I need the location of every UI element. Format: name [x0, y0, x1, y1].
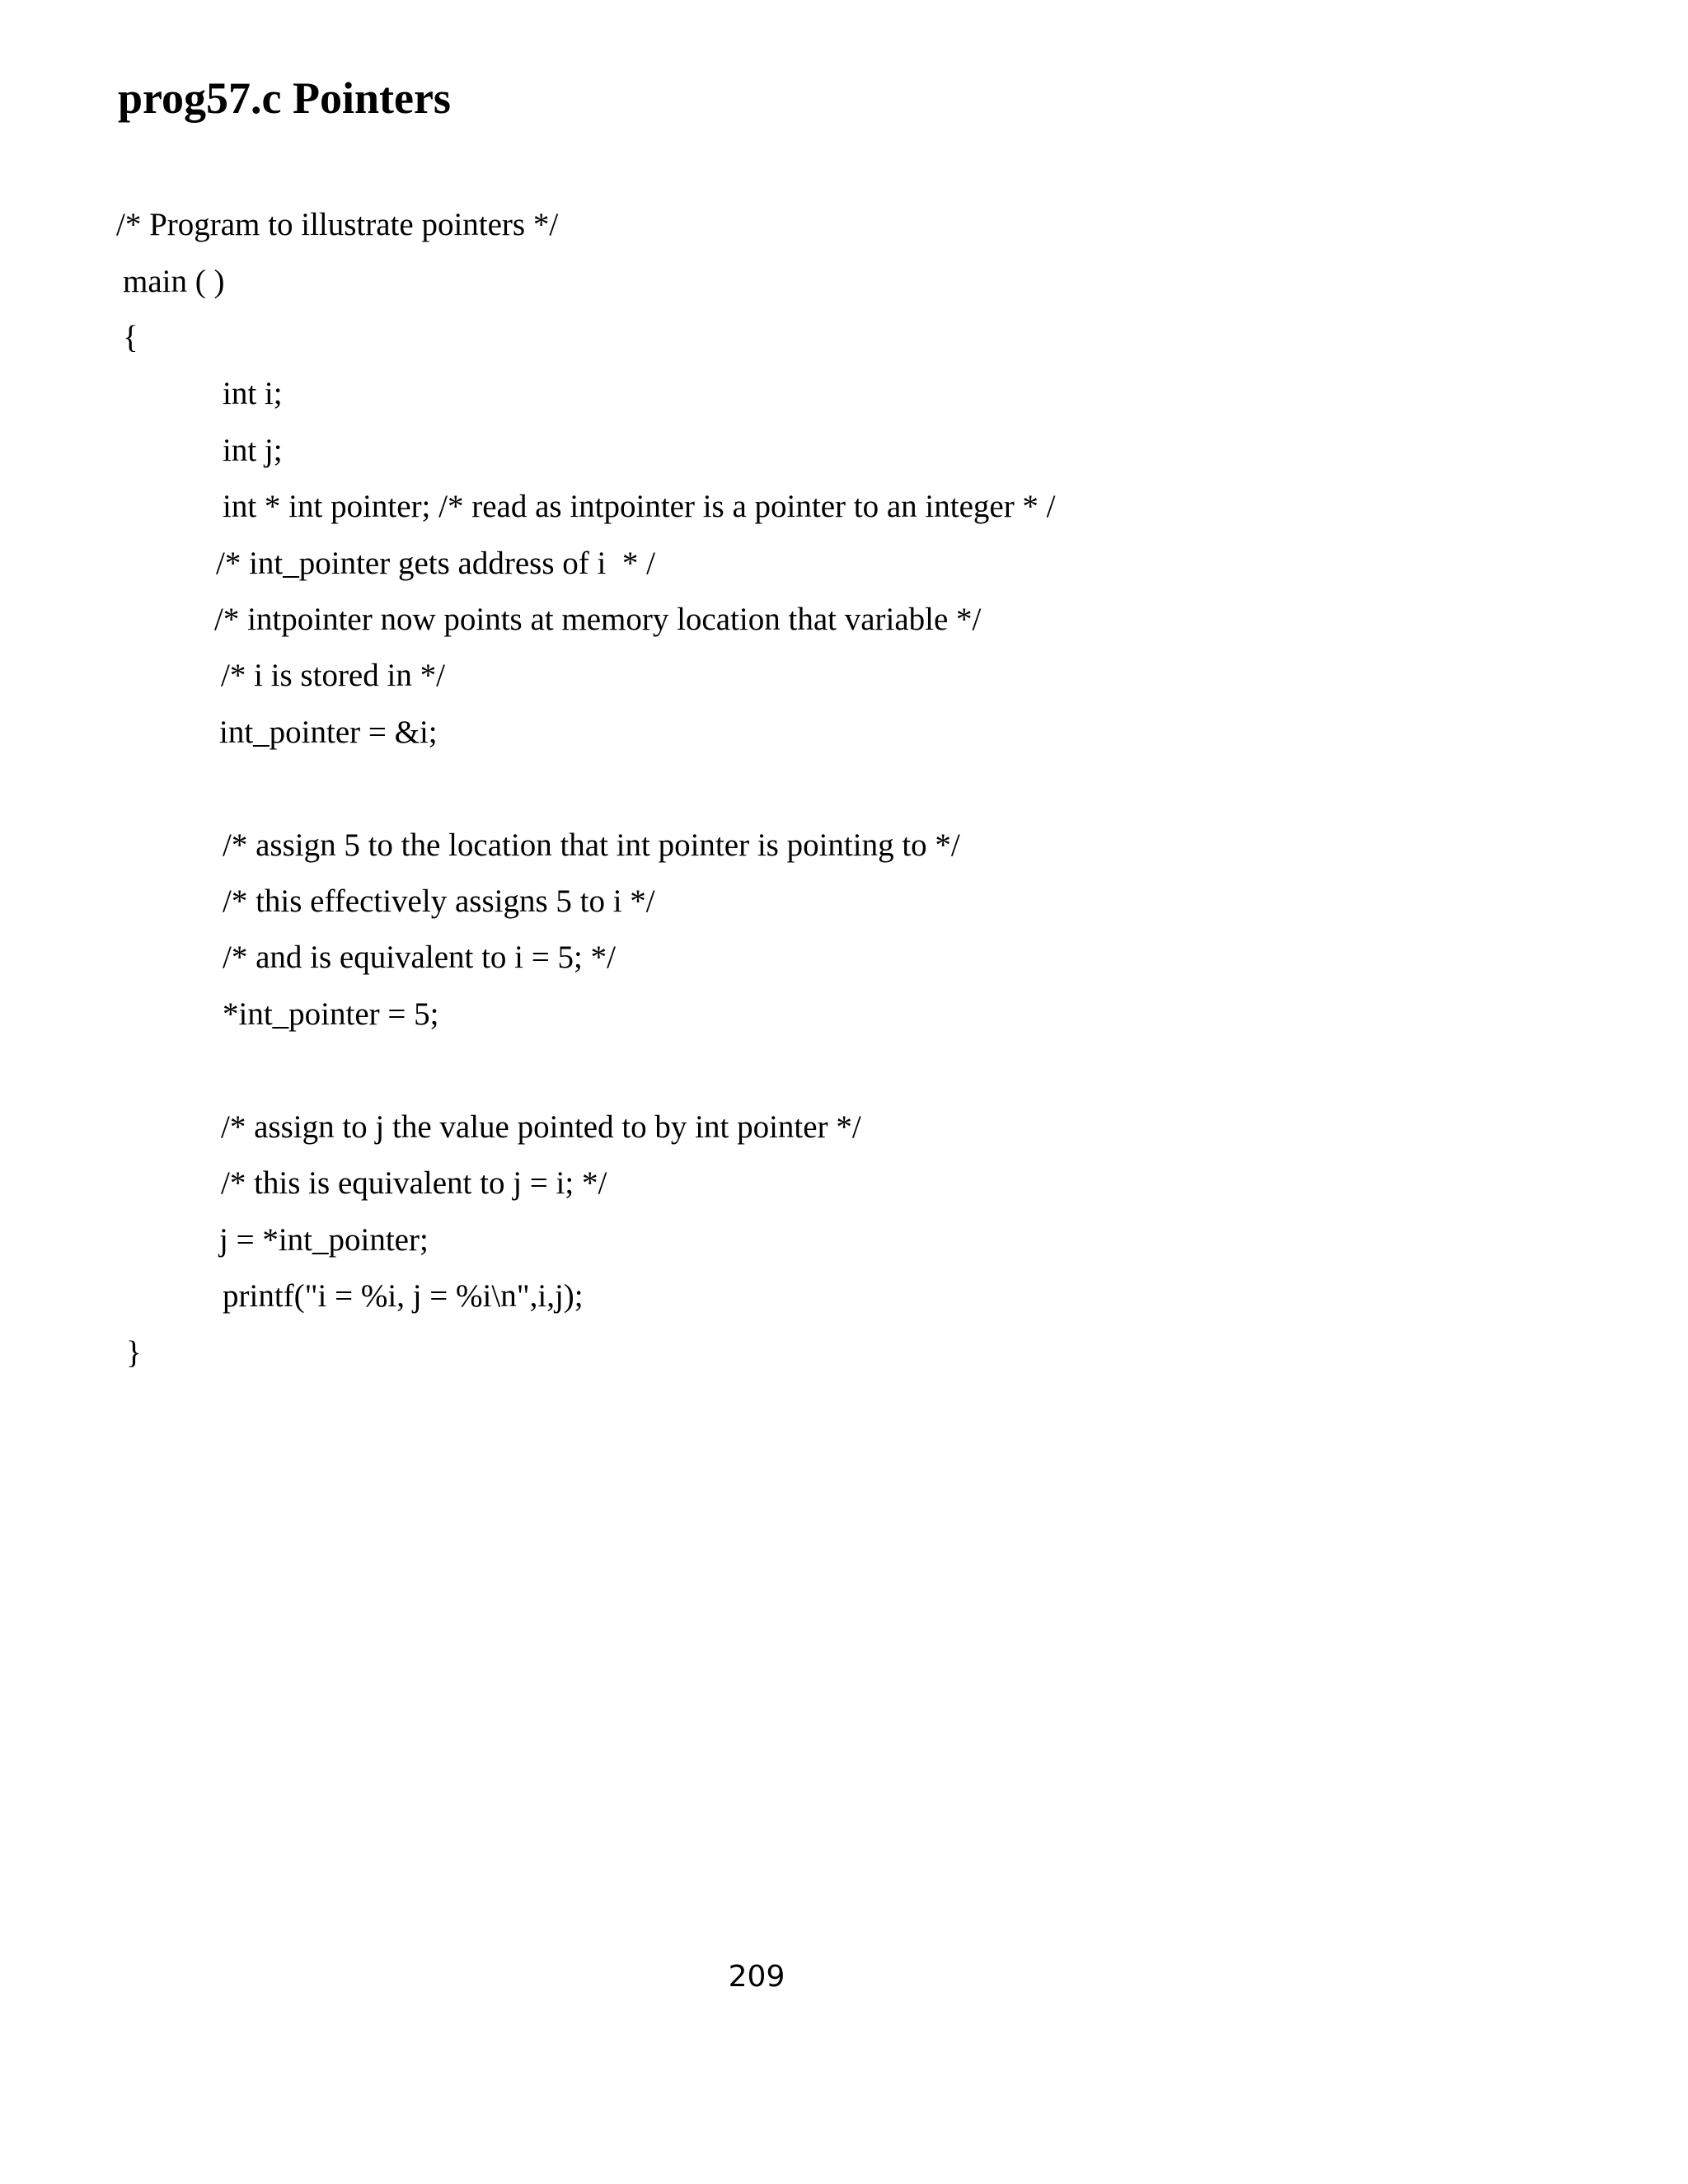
code-line-comment-points-at: /* intpointer now points at memory location that variable */: [214, 602, 982, 637]
code-line-comment-program: /* Program to illustrate pointers */: [116, 207, 559, 242]
page-title: prog57.c Pointers: [118, 73, 451, 123]
code-line-assign-address: int_pointer = &i;: [219, 715, 438, 750]
code-line-comment-assign-j: /* assign to j the value pointed to by int pointer */: [221, 1109, 861, 1145]
code-line-comment-equivalent-i: /* and is equivalent to i = 5; */: [223, 940, 616, 975]
code-line-comment-assign-5: /* assign 5 to the location that int pointer is pointing to */: [223, 827, 960, 863]
page-number: 209: [728, 1960, 785, 1994]
code-line-open-brace: {: [123, 320, 138, 355]
code-line-main: main ( ): [123, 264, 225, 299]
code-line-assign-j: j = *int_pointer;: [219, 1222, 429, 1258]
code-line-decl-pointer: int * int pointer; /* read as intpointer is a pointer to an integer * /: [223, 489, 1056, 524]
code-line-printf: printf("i = %i, j = %i\n",i,j);: [223, 1278, 584, 1314]
code-line-comment-gets-address: /* int_pointer gets address of i * /: [216, 546, 655, 581]
code-line-comment-equivalent-j: /* this is equivalent to j = i; */: [221, 1165, 607, 1201]
code-line-close-brace: }: [126, 1335, 142, 1371]
code-line-decl-i: int i;: [223, 376, 283, 411]
code-line-comment-stored-in: /* i is stored in */: [221, 658, 445, 693]
code-line-decl-j: int j;: [223, 433, 283, 468]
code-line-deref-assign: *int_pointer = 5;: [223, 996, 439, 1032]
code-line-comment-effectively: /* this effectively assigns 5 to i */: [223, 883, 655, 919]
